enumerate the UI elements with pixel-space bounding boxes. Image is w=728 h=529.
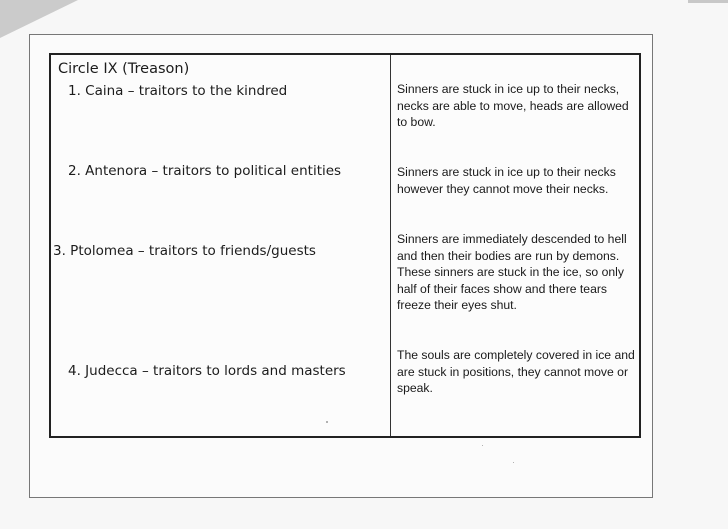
row-description-antenora: Sinners are stuck in ice up to their necks however they cannot move their necks. [397,165,616,196]
table-heading: Circle IX (Treason) [58,61,190,77]
row-label-caina: 1. Caina – traitors to the kindred [68,83,288,99]
scan-corner-shadow [0,0,78,38]
scan-speck [326,421,328,423]
row-label-ptolomea: 3. Ptolomea – traitors to friends/guests [53,243,316,259]
row-description-judecca: The souls are completely covered in ice and are stuck in positions, they cannot move or speak. [397,348,635,396]
row-label-judecca: 4. Judecca – traitors to lords and masters [68,363,346,379]
scan-edge-mark [688,0,728,3]
row-description-ptolomea: Sinners are immediately descended to hell and then their bodies are run by demons. These sinners are stuck in the ice, so only half of their faces show and there tears freeze their eyes shut. [397,232,627,313]
circle-table [49,53,641,438]
column-divider [390,55,391,436]
row-label-antenora: 2. Antenora – traitors to political entities [68,163,342,179]
scan-speck [513,462,514,463]
row-description-caina: Sinners are stuck in ice up to their necks, necks are able to move, heads are allowed to bow. [397,82,629,130]
scan-speck [482,445,483,446]
